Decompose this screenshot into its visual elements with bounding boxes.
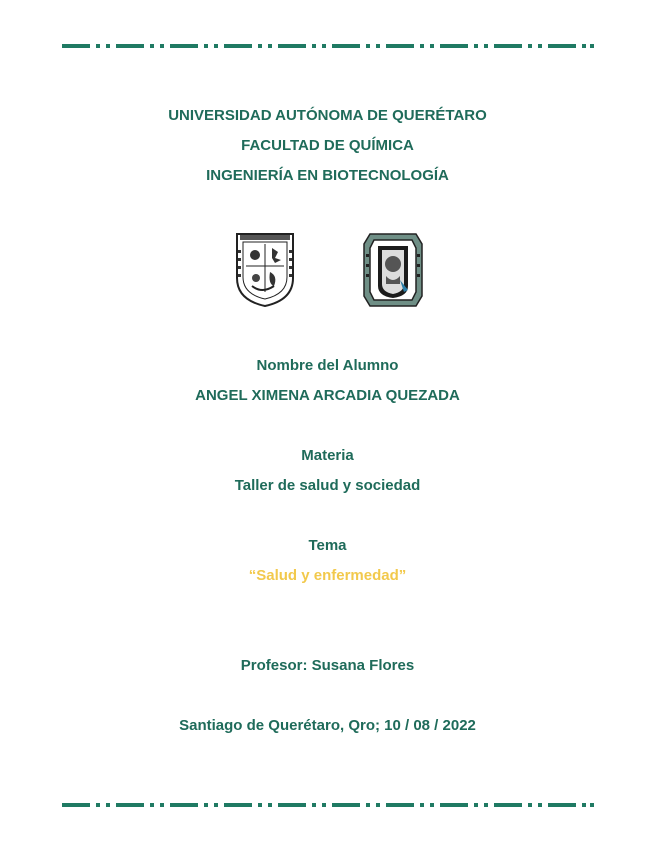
subject-label: Materia [301,447,354,464]
bottom-decorative-rule [62,803,594,807]
faculty-seal-icon [360,230,426,310]
topic-label: Tema [308,537,347,554]
program-name: INGENIERÍA EN BIOTECNOLOGÍA [206,167,449,184]
subject-name: Taller de salud y sociedad [234,477,421,494]
top-decorative-rule [62,44,594,48]
student-name: ANGEL XIMENA ARCADIA QUEZADA [195,387,460,404]
professor-line: Profesor: Susana Flores [240,657,415,674]
student-label: Nombre del Alumno [256,357,399,374]
open-quote: “ [248,567,257,584]
topic-title-text: Salud y enfermedad [256,567,399,584]
place-date-line: Santiago de Querétaro, Qro; 10 / 08 / 2022 [179,717,476,734]
close-quote: ” [398,567,407,584]
faculty-name: FACULTAD DE QUÍMICA [241,137,414,154]
university-name: UNIVERSIDAD AUTÓNOMA DE QUERÉTARO [168,107,487,124]
university-seal-icon [234,230,296,308]
topic-title [0,567,655,584]
